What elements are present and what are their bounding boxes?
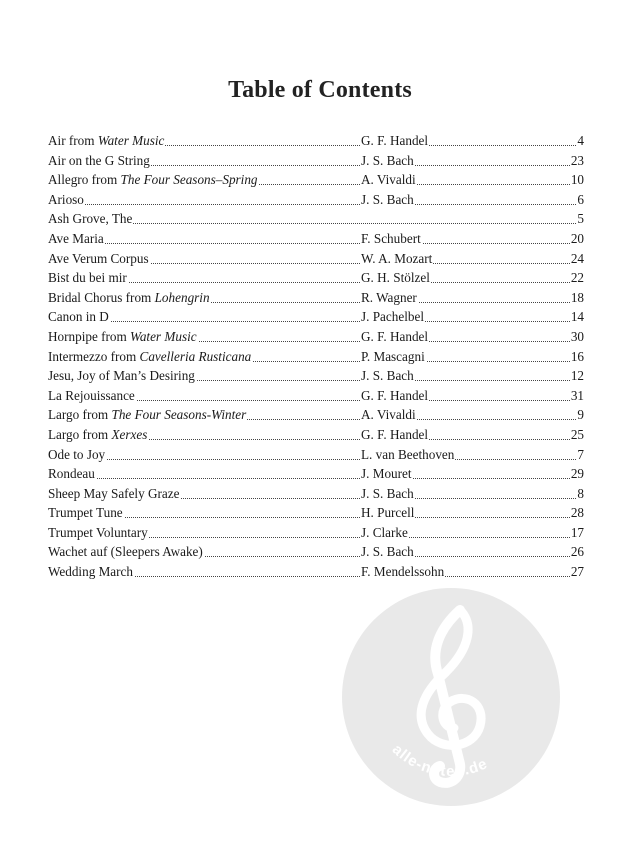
entry-title: Canon in D — [48, 307, 110, 327]
entry-title: Wachet auf (Sleepers Awake) — [48, 542, 204, 562]
dot-leader — [48, 458, 584, 460]
toc-entry — [48, 445, 584, 465]
entry-composer: W. A. Mozart — [360, 249, 433, 269]
toc-entry — [48, 523, 584, 543]
entry-page-number: 14 — [570, 307, 584, 327]
dot-leader — [48, 203, 584, 205]
entry-title: Jesu, Joy of Man’s Desiring — [48, 366, 196, 386]
entry-page-number: 7 — [576, 445, 584, 465]
entry-page-number: 24 — [570, 249, 584, 269]
entry-composer: G. F. Handel — [360, 425, 429, 445]
entry-page-number: 20 — [570, 229, 584, 249]
entry-page-number: 9 — [576, 405, 584, 425]
entry-page-number: 23 — [570, 151, 584, 171]
toc-entry — [48, 288, 584, 308]
watermark — [342, 588, 560, 806]
entry-composer: J. S. Bach — [360, 366, 415, 386]
entry-title: Ave Maria — [48, 229, 105, 249]
toc-entry — [48, 366, 584, 386]
entry-title: Bist du bei mir — [48, 268, 128, 288]
toc-entry — [48, 347, 584, 367]
toc-entry — [48, 229, 584, 249]
entry-title: Allegro from The Four Seasons–Spring — [48, 170, 259, 190]
entry-composer: J. S. Bach — [360, 190, 415, 210]
toc-entry — [48, 327, 584, 347]
toc-entry — [48, 562, 584, 582]
entry-title: Air from Water Music — [48, 131, 165, 151]
entry-title: Bridal Chorus from Lohengrin — [48, 288, 211, 308]
entry-title: Largo from Xerxes — [48, 425, 148, 445]
entry-composer: J. S. Bach — [360, 542, 415, 562]
watermark-text: alle-noten.de — [388, 741, 491, 781]
entry-composer: J. Clarke — [360, 523, 409, 543]
dot-leader — [48, 281, 584, 283]
entry-page-number: 16 — [570, 347, 584, 367]
toc-list — [48, 131, 584, 582]
entry-page-number: 26 — [570, 542, 584, 562]
toc-entry — [48, 209, 584, 229]
entry-title: Ave Verum Corpus — [48, 249, 150, 269]
entry-page-number: 31 — [570, 386, 584, 406]
entry-page-number: 8 — [576, 484, 584, 504]
entry-page-number: 10 — [570, 170, 584, 190]
entry-title: Trumpet Voluntary — [48, 523, 149, 543]
entry-page-number: 28 — [570, 503, 584, 523]
entry-composer: J. S. Bach — [360, 151, 415, 171]
entry-composer: G. F. Handel — [360, 386, 429, 406]
entry-page-number: 22 — [570, 268, 584, 288]
dot-leader — [48, 242, 584, 244]
treble-clef-icon — [342, 588, 560, 806]
entry-page-number: 17 — [570, 523, 584, 543]
entry-page-number: 27 — [570, 562, 584, 582]
entry-title: Rondeau — [48, 464, 96, 484]
entry-composer: A. Vivaldi — [360, 170, 417, 190]
entry-composer: J. Mouret — [360, 464, 413, 484]
entry-page-number: 4 — [576, 131, 584, 151]
entry-composer: G. F. Handel — [360, 131, 429, 151]
entry-title: La Rejouissance — [48, 386, 136, 406]
toc-entry — [48, 170, 584, 190]
toc-entry — [48, 464, 584, 484]
entry-composer: P. Mascagni — [360, 347, 426, 367]
entry-page-number: 5 — [576, 209, 584, 229]
toc-entry — [48, 386, 584, 406]
entry-title: Arioso — [48, 190, 85, 210]
entry-composer: G. F. Handel — [360, 327, 429, 347]
toc-entry — [48, 484, 584, 504]
entry-composer: J. Pachelbel — [360, 307, 425, 327]
entry-page-number: 18 — [570, 288, 584, 308]
toc-entry — [48, 249, 584, 269]
entry-page-number: 29 — [570, 464, 584, 484]
entry-title: Intermezzo from Cavelleria Rusticana — [48, 347, 252, 367]
entry-composer: R. Wagner — [360, 288, 418, 308]
entry-page-number: 30 — [570, 327, 584, 347]
entry-title: Largo from The Four Seasons-Winter — [48, 405, 247, 425]
entry-title: Air on the G String — [48, 151, 151, 171]
dot-leader — [48, 320, 584, 322]
toc-entry — [48, 151, 584, 171]
entry-composer: F. Schubert — [360, 229, 422, 249]
entry-composer: H. Purcell — [360, 503, 415, 523]
entry-composer: F. Mendelssohn — [360, 562, 445, 582]
toc-entry — [48, 425, 584, 445]
entry-composer: G. H. Stölzel — [360, 268, 431, 288]
entry-page-number: 12 — [570, 366, 584, 386]
toc-entry — [48, 131, 584, 151]
entry-title: Ode to Joy — [48, 445, 106, 465]
entry-title: Sheep May Safely Graze — [48, 484, 180, 504]
entry-composer: A. Vivaldi — [360, 405, 417, 425]
page-title: Table of Contents — [228, 77, 412, 103]
entry-composer: J. S. Bach — [360, 484, 415, 504]
entry-composer: L. van Beethoven — [360, 445, 455, 465]
entry-title: Trumpet Tune — [48, 503, 124, 523]
toc-entry — [48, 405, 584, 425]
toc-entry — [48, 503, 584, 523]
toc-entry — [48, 542, 584, 562]
toc-entry — [48, 307, 584, 327]
entry-title: Hornpipe from Water Music — [48, 327, 198, 347]
toc-entry — [48, 190, 584, 210]
entry-page-number: 6 — [576, 190, 584, 210]
entry-title: Ash Grove, The — [48, 209, 133, 229]
entry-page-number: 25 — [570, 425, 584, 445]
dot-leader — [48, 516, 584, 518]
dot-leader — [48, 477, 584, 479]
toc-entry — [48, 268, 584, 288]
entry-title: Wedding March — [48, 562, 134, 582]
